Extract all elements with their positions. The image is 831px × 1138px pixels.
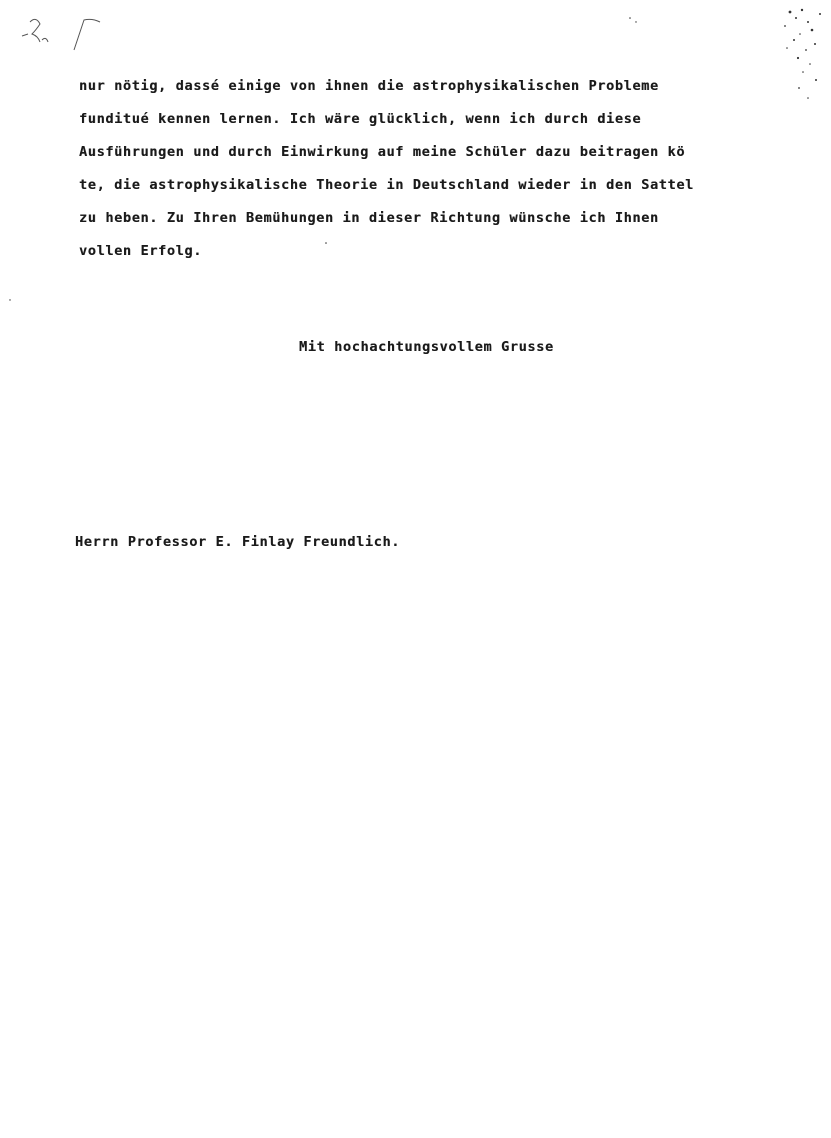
body-line-2: funditué kennen lernen. Ich wäre glücklich, wenn ich durch diese <box>79 111 642 127</box>
closing-salutation: Mit hochachtungsvollem Grusse <box>299 339 554 355</box>
addressee-line: Herrn Professor E. Finlay Freundlich. <box>75 534 401 550</box>
body-line-4: te, die astrophysikalische Theorie in Deutschland wieder in den Sattel <box>79 177 694 193</box>
body-line-5: zu heben. Zu Ihren Bemühungen in dieser Richtung wünsche ich Ihnen <box>79 210 659 226</box>
letter-body <box>79 72 694 270</box>
handwritten-mark-top-left <box>22 19 100 50</box>
body-line-1: nur nötig, dassé einige von ihnen die astrophysikalischen Probleme <box>79 78 659 94</box>
body-line-6: vollen Erfolg. <box>79 243 202 259</box>
body-line-3: Ausführungen und durch Einwirkung auf meine Schüler dazu beitragen kö <box>79 144 686 160</box>
